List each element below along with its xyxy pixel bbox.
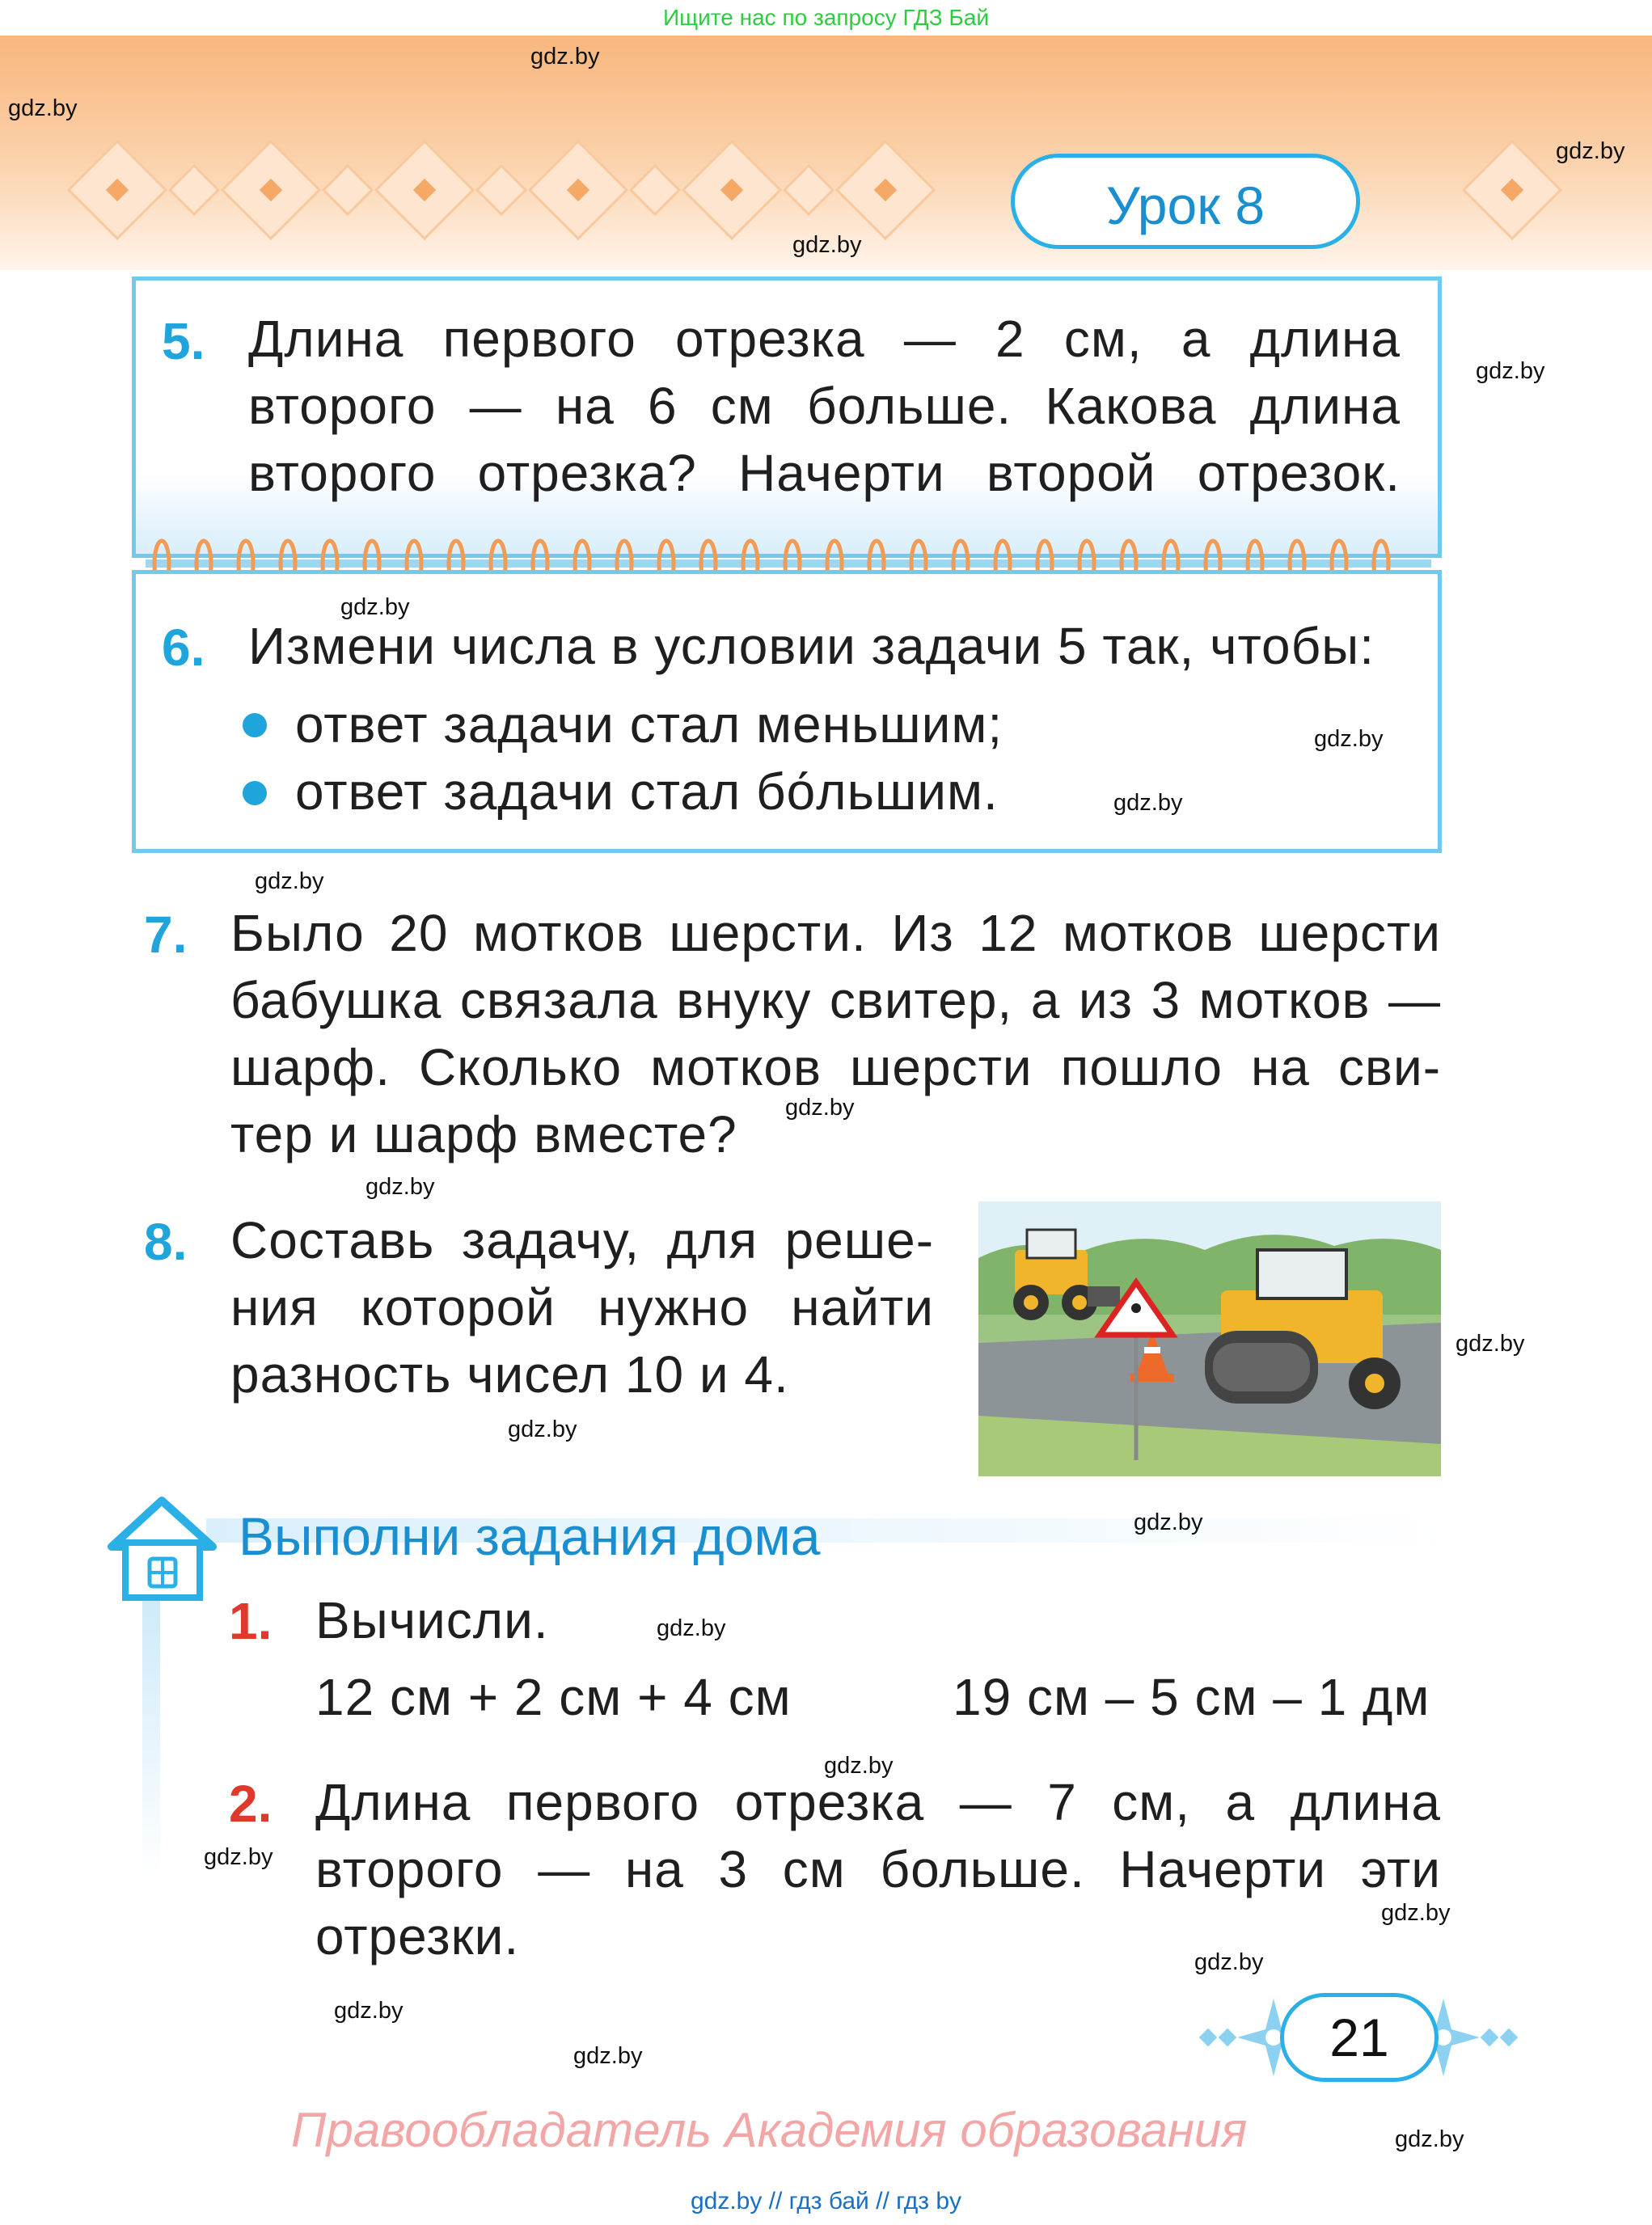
watermark: gdz.by	[785, 1095, 855, 1121]
watermark: gdz.by	[1476, 358, 1545, 384]
watermark: gdz.by	[1556, 138, 1625, 164]
watermark: gdz.by	[792, 232, 862, 258]
ornament-left-icon	[65, 137, 978, 243]
task-6-bullet: ответ задачи стал бо́льшим.	[295, 762, 999, 821]
task-5-line: второго — на 6 см больше. Какова длина	[248, 377, 1401, 435]
task-6-bullet: ответ задачи стал меньшим;	[295, 695, 1003, 754]
task-8-line: Составь задачу, для реше-	[230, 1211, 934, 1269]
home-rail	[142, 1601, 160, 1876]
home-task-2-number: 2.	[229, 1775, 273, 1833]
road-works-illustration	[978, 1201, 1441, 1476]
home-task-1-text: Вычисли.	[315, 1591, 549, 1649]
home-task-2-line: отрезки.	[315, 1907, 520, 1965]
watermark: gdz.by	[573, 2043, 643, 2069]
page-number: 21	[1280, 1993, 1439, 2082]
home-task-2-line: Длина первого отрезка — 7 см, а длина	[315, 1773, 1441, 1831]
task-7-number: 7.	[144, 906, 188, 964]
home-section-title: Выполни задания дома	[239, 1506, 821, 1566]
task-7-line: шарф. Сколько мотков шерсти пошло на сви-	[230, 1038, 1441, 1096]
top-banner[interactable]: Ищите нас по запросу ГДЗ Бай	[0, 0, 1652, 36]
footer-links[interactable]: gdz.by // гдз бай // гдз by	[690, 2188, 962, 2214]
watermark: gdz.by	[340, 594, 410, 620]
home-task-2-line: второго — на 3 см больше. Начерти эти	[315, 1840, 1441, 1898]
task-8-line: ния которой нужно найти	[230, 1278, 934, 1336]
home-task-1-expression-left: 12 см + 2 см + 4 см	[315, 1668, 792, 1726]
ornament-right-icon	[1456, 137, 1569, 243]
task-7-line: Было 20 мотков шерсти. Из 12 мотков шерсти	[230, 904, 1441, 962]
watermark: gdz.by	[508, 1416, 577, 1442]
watermark: gdz.by	[334, 1998, 403, 2024]
task-6-number: 6.	[162, 619, 205, 677]
bullet-icon	[243, 781, 267, 805]
home-task-1-expression-right: 19 см – 5 см – 1 дм	[953, 1668, 1430, 1726]
task-8-number: 8.	[144, 1213, 188, 1271]
task-5-number: 5.	[162, 312, 205, 370]
watermark: gdz.by	[530, 44, 600, 70]
watermark: gdz.by	[1194, 1949, 1264, 1975]
watermark: gdz.by	[1381, 1900, 1451, 1926]
lesson-title: Урок 8	[1011, 154, 1360, 249]
task-6-intro: Измени числа в условии задачи 5 так, чтобы:	[248, 617, 1375, 675]
watermark: gdz.by	[8, 95, 78, 121]
house-icon	[108, 1494, 217, 1603]
watermark: gdz.by	[1395, 2126, 1464, 2152]
watermark: gdz.by	[204, 1844, 273, 1870]
watermark: gdz.by	[824, 1753, 894, 1779]
task-5-line: второго отрезка? Начерти второй отрезок.	[248, 444, 1401, 502]
task-7-line: бабушка связала внуку свитер, а из 3 мотков —	[230, 971, 1441, 1029]
copyright-notice: Правообладатель Академия образования	[291, 2103, 1248, 2157]
task-8-line: разность чисел 10 и 4.	[230, 1345, 789, 1404]
bullet-icon	[243, 713, 267, 737]
task-5-line: Длина первого отрезка — 2 см, а длина	[248, 310, 1401, 368]
home-task-1-number: 1.	[229, 1592, 273, 1650]
task-7-line: тер и шарф вместе?	[230, 1105, 737, 1163]
watermark: gdz.by	[1456, 1331, 1525, 1357]
watermark: gdz.by	[1134, 1509, 1203, 1535]
watermark: gdz.by	[255, 868, 324, 894]
watermark: gdz.by	[1314, 726, 1384, 752]
watermark: gdz.by	[365, 1174, 435, 1200]
watermark: gdz.by	[657, 1615, 726, 1641]
watermark: gdz.by	[1113, 790, 1183, 816]
